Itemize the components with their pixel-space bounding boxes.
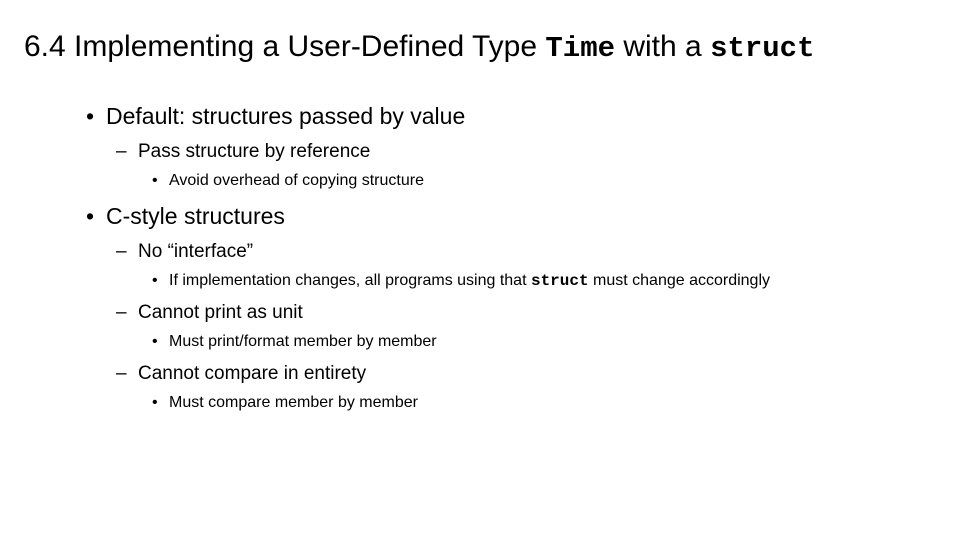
subsubbullet-implementation-changes: [152, 272, 770, 290]
dash-marker: –: [116, 241, 127, 262]
bullet-marker: •: [86, 203, 95, 229]
slide-title: [24, 28, 814, 68]
title-code-struct: struct: [710, 32, 815, 65]
bullet-text: C-style structures: [106, 203, 285, 229]
subbullet-text: Cannot compare in entirety: [138, 363, 367, 384]
subbullet-no-interface: [116, 241, 253, 263]
subsubbullet-code-struct: struct: [530, 272, 589, 290]
title-code-time: Time: [545, 32, 616, 65]
subsubbullet-text: Must print/format member by member: [169, 333, 437, 350]
bullet-marker: •: [152, 333, 158, 350]
bullet-marker: •: [86, 103, 95, 129]
bullet-default-pass-by-value: [86, 103, 465, 130]
subsubbullet-text-pre: If implementation changes, all programs using that: [169, 272, 531, 289]
subsubbullet-text: Must compare member by member: [169, 394, 418, 411]
dash-marker: –: [116, 363, 127, 384]
bullet-marker: •: [152, 172, 158, 189]
subsubbullet-print-member-by-member: [152, 333, 437, 351]
bullet-text: Default: structures passed by value: [106, 103, 466, 129]
subsubbullet-avoid-overhead: [152, 172, 424, 190]
subbullet-text: Pass structure by reference: [138, 141, 371, 162]
subsubbullet-text-post: must change accordingly: [588, 272, 771, 289]
subbullet-cannot-compare: [116, 363, 366, 385]
subbullet-text: No “interface”: [138, 241, 254, 262]
bullet-marker: •: [152, 272, 158, 289]
title-middle: with a: [615, 30, 711, 63]
subbullet-text: Cannot print as unit: [138, 302, 303, 323]
subsubbullet-compare-member-by-member: [152, 394, 418, 412]
bullet-c-style-structures: [86, 203, 285, 230]
bullet-marker: •: [152, 394, 158, 411]
subsubbullet-text: Avoid overhead of copying structure: [169, 172, 424, 189]
dash-marker: –: [116, 141, 127, 162]
subbullet-cannot-print: [116, 302, 303, 324]
title-prefix: 6.4 Implementing a User-Defined Type: [24, 30, 546, 63]
dash-marker: –: [116, 302, 127, 323]
subbullet-pass-by-reference: [116, 141, 370, 163]
